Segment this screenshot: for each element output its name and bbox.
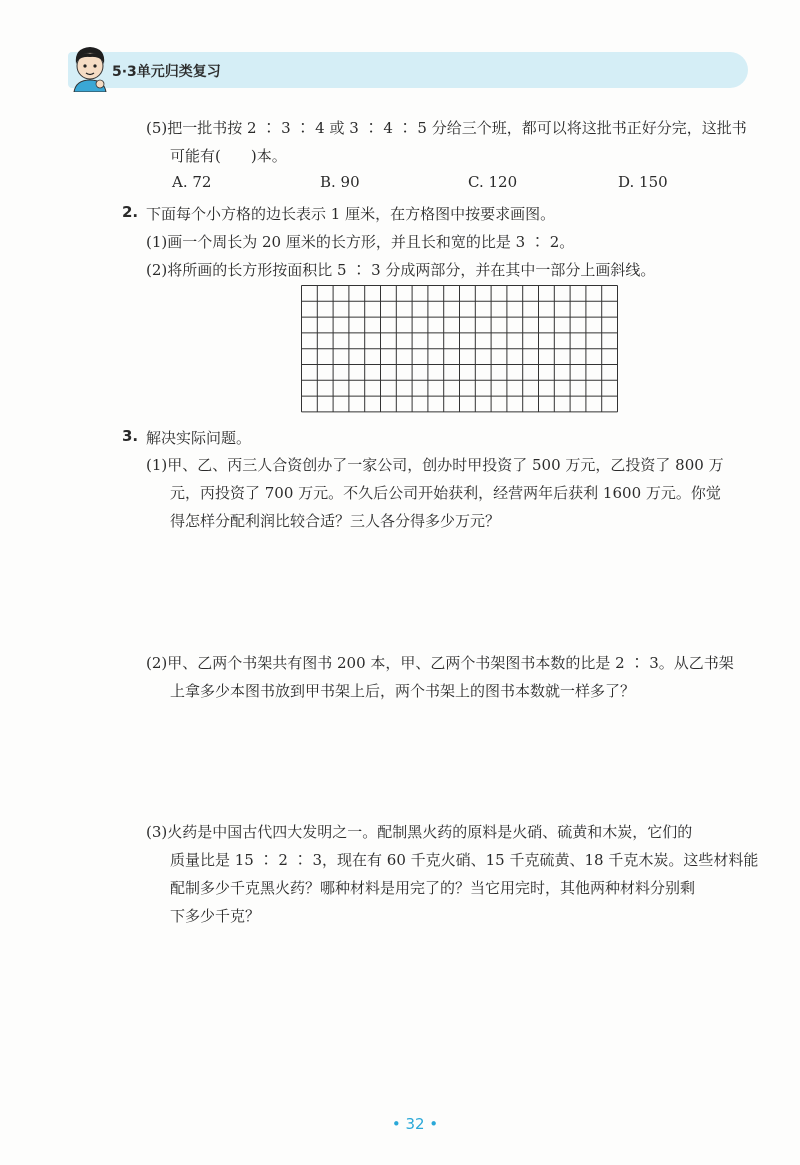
option-c: C. 120	[468, 173, 518, 191]
option-a: A. 72	[172, 173, 212, 191]
q2-sub1: (1)画一个周长为 20 厘米的长方形，并且长和宽的比是 3 ∶ 2。	[146, 233, 575, 251]
page-number: • 32 •	[391, 1115, 439, 1133]
option-d: D. 150	[618, 173, 668, 191]
section-title: 5·3单元归类复习	[112, 64, 221, 80]
option-b: B. 90	[320, 173, 360, 191]
q1-5-line1: (5)把一批书按 2 ∶ 3 ∶ 4 或 3 ∶ 4 ∶ 5 分给三个班，都可以将这批书正好分完，这批书	[146, 119, 747, 137]
q2-stem: 下面每个小方格的边长表示 1 厘米，在方格图中按要求画图。	[146, 205, 556, 223]
q3-stem: 解决实际问题。	[146, 429, 252, 447]
q3-3-line2: 质量比是 15 ∶ 2 ∶ 3，现在有 60 千克火硝、15 千克硫黄、18 千克木炭。这些材料能	[170, 851, 759, 869]
q3-number: 3.	[122, 427, 139, 445]
q3-3-line3: 配制多少千克黑火药？哪种材料是用完了的？当它用完时，其他两种材料分别剩	[170, 879, 696, 897]
q3-2-line2: 上拿多少本图书放到甲书架上后，两个书架上的图书本数就一样多了？	[170, 682, 636, 700]
q3-1-line1: (1)甲、乙、丙三人合资创办了一家公司，创办时甲投资了 500 万元，乙投资了 800 万	[146, 456, 724, 474]
q3-3-line4: 下多少千克？	[170, 907, 261, 925]
student-avatar-icon	[70, 44, 110, 92]
q1-5-line2: 可能有( )本。	[170, 147, 287, 165]
square-grid	[301, 285, 619, 413]
q3-1-line2: 元，丙投资了 700 万元。不久后公司开始获利，经营两年后获利 1600 万元。你觉	[170, 484, 721, 502]
q3-2-line1: (2)甲、乙两个书架共有图书 200 本，甲、乙两个书架图书本数的比是 2 ∶ 3。从乙书架	[146, 654, 734, 672]
q3-3-line1: (3)火药是中国古代四大发明之一。配制黑火药的原料是火硝、硫黄和木炭，它们的	[146, 823, 693, 841]
q2-sub2: (2)将所画的长方形按面积比 5 ∶ 3 分成两部分，并在其中一部分上画斜线。	[146, 261, 656, 279]
q3-1-line3: 得怎样分配利润比较合适？三人各分得多少万元？	[170, 512, 501, 530]
q2-number: 2.	[122, 203, 139, 221]
